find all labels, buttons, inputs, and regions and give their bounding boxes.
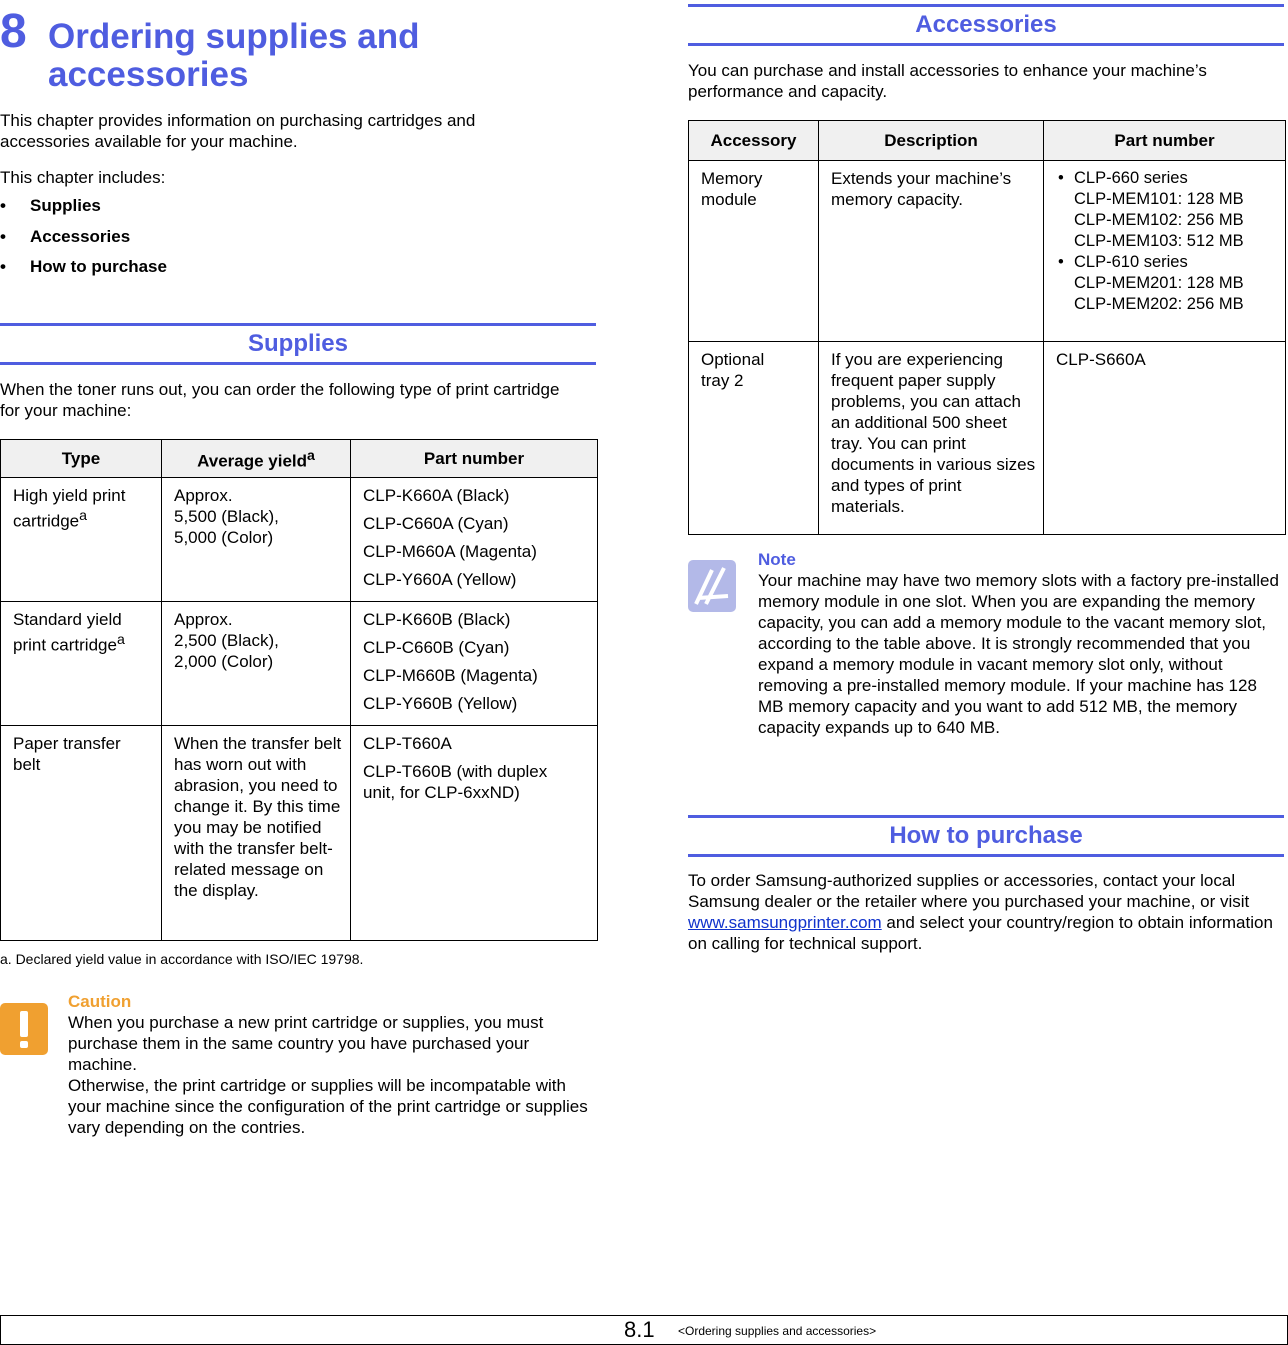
supplies-table [0, 439, 598, 941]
col-header-accessory: Accessory [689, 121, 819, 161]
section-heading-how-to-purchase: How to purchase [688, 815, 1284, 857]
chapter-bullet-list [0, 196, 167, 288]
note-text: Your machine may have two memory slots with a factory pre-installed memory module in one slot. When you are expanding the memory capacity, you can add a memory module to the vacant memory slot, according to the table above. It is strongly recommended that you expand a memory module in vacant memory slot only, without removing a pre-installed memory module. If your machine has 128 MB memory capacity and you want to add 512 MB, the memory capacity expands up to 640 MB. [758, 571, 1279, 737]
caution-icon [0, 1003, 48, 1055]
chapter-title-line2: accessories [48, 55, 249, 94]
caution-text-2: Otherwise, the print cartridge or supplies will be incompatable with your machine since the configuration of the print cartridge or supplies vary depending on the contries. [68, 1076, 588, 1137]
samsung-website-link[interactable]: www.samsungprinter.com [688, 913, 882, 932]
page-footer [0, 1315, 1288, 1345]
table-row [1, 602, 598, 726]
cell-part-numbers: CLP-K660B (Black) CLP-C660B (Cyan) CLP-M660B (Magenta) CLP-Y660B (Yellow) [363, 610, 538, 713]
cell-yield: Approx. 2,500 (Black), 2,000 (Color) [174, 610, 279, 671]
note-box [758, 550, 1286, 738]
cell-part-number: CLP-S660A [1056, 350, 1146, 369]
cell-type: High yield print cartridge$^a$ [13, 486, 126, 531]
bullet-how-to-purchase[interactable]: • How to purchase [0, 257, 167, 276]
chapter-number: 8 [0, 5, 27, 58]
supplies-intro: When the toner runs out, you can order the following type of print cartridge for your machine: [0, 380, 560, 420]
page-number: 8.1 [624, 1317, 655, 1342]
col-header-description: Description [819, 121, 1044, 161]
cell-part-numbers: CLP-K660A (Black) CLP-C660A (Cyan) CLP-M660A (Magenta) CLP-Y660A (Yellow) [363, 486, 537, 589]
cell-accessory: Memory module [701, 169, 763, 209]
table-row [1, 478, 598, 602]
accessories-table [688, 120, 1286, 535]
table-row [689, 161, 1286, 342]
cell-part-numbers: CLP-T660A CLP-T660B (with duplex unit, for CLP-6xxND) [363, 734, 548, 802]
col-header-yield: Average yield$^a$ [162, 440, 351, 478]
cell-type: Standard yield print cartridge$^a$ [13, 610, 125, 655]
includes-label: This chapter includes: [0, 168, 166, 187]
note-icon [688, 560, 736, 612]
caution-text-1: When you purchase a new print cartridge or supplies, you must purchase them in the same country you have purchased your machine. [68, 1013, 544, 1074]
purchase-text: To order Samsung-authorized supplies or accessories, contact your local Samsung dealer or the retailer where you purchased your machine, or visit www.samsungprinter.com and select your country/region to obtain information on calling for technical support. [688, 871, 1273, 953]
col-header-type: Type [1, 440, 162, 478]
section-heading-supplies: Supplies [0, 323, 596, 365]
cell-description: Extends your machine’s memory capacity. [831, 169, 1012, 209]
footer-chapter-label: <Ordering supplies and accessories> [678, 1324, 877, 1338]
table-row [1, 726, 598, 941]
note-title: Note [758, 550, 796, 569]
table-header-row [689, 121, 1286, 161]
bullet-accessories[interactable]: • Accessories [0, 226, 131, 246]
table-footnote: a. Declared yield value in accordance with ISO/IEC 19798. [0, 951, 364, 967]
col-header-part-number: Part number [351, 440, 598, 478]
caution-box [68, 992, 598, 1138]
table-row [689, 342, 1286, 535]
cell-yield: When the transfer belt has worn out with abrasion, you need to change it. By this time you may be notified with the transfer belt-related message on the display. [174, 734, 342, 900]
bullet-supplies[interactable]: • Supplies [0, 196, 101, 215]
cell-accessory: Optional tray 2 [701, 350, 765, 390]
cell-yield: Approx. 5,500 (Black), 5,000 (Color) [174, 486, 279, 547]
cell-type: Paper transfer belt [13, 734, 121, 774]
cell-description: If you are experiencing frequent paper supply problems, you can attach an additional 500 sheet tray. You can print documents in various sizes and types of print materials. [831, 350, 1036, 516]
chapter-title-line1: Ordering supplies and [48, 17, 420, 56]
caution-title: Caution [68, 992, 132, 1011]
chapter-intro: This chapter provides information on purchasing cartridges and accessories available for your machine. [0, 111, 476, 151]
section-heading-accessories: Accessories [688, 4, 1284, 46]
col-header-part-number: Part number [1044, 121, 1286, 161]
accessories-intro: You can purchase and install accessories to enhance your machine’s performance and capacity. [688, 61, 1207, 101]
cell-part-numbers: • CLP-660 series CLP-MEM101: 128 MB CLP-MEM102: 256 MB CLP-MEM103: 512 MB • CLP-610 series CLP-MEM201: 128 MB CLP-MEM202: 256 MB [1044, 161, 1285, 315]
table-header-row [1, 440, 598, 478]
